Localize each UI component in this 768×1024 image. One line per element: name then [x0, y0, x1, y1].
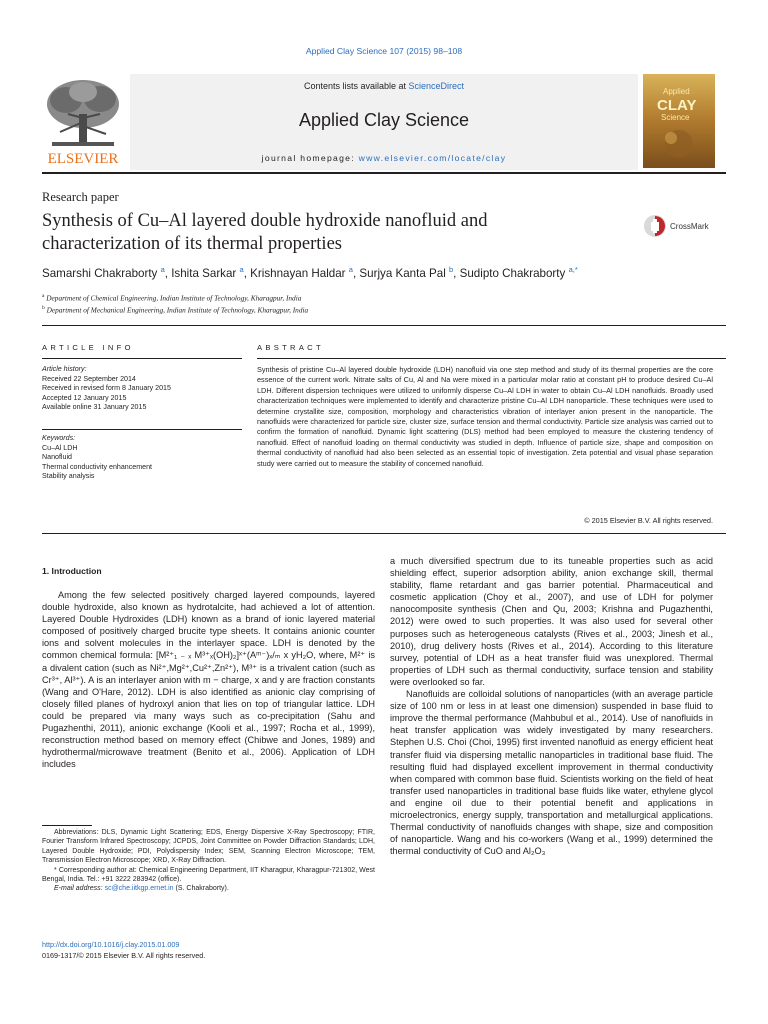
abstract-heading: ABSTRACT [257, 343, 324, 352]
journal-homepage [130, 153, 638, 163]
footnote-divider [42, 825, 92, 826]
crossmark-label: CrossMark [670, 222, 709, 231]
author-affil-marker[interactable]: a [239, 265, 244, 274]
affiliation-marker: a [42, 293, 45, 299]
history-item: Received 22 September 2014 [42, 374, 136, 383]
author-name[interactable]: Ishita Sarkar [171, 266, 237, 280]
affiliation-text: Department of Chemical Engineering, Indian Institute of Technology, Kharagpur, India [46, 293, 302, 303]
author-affil-marker[interactable]: a,* [568, 265, 578, 274]
body-paragraph: a much diversified spectrum due to its tuneable properties such as acid shielding effect, superior adsorption ability, anion exchange skill, thermal stability, flame retardant and gas barrier potential. Pharmaceutical and cosmetic application (Choy et al., 2007), and use of LDH for polymer nanocomposite synthesis (Chen and Qu, 2003; Krishna and Pugazhenthi, 2012) were owed to such properties. It was also used for several other purposes such as heterogeneous catalysts (Rives et al., 2003; Jinesh et al., 2010), drug delivery hosts (Rives et al., 2014). According to this literature survey, potential of LDH as a heat transfer fluid was unexplored. Thermal properties of LDH such as thermal conductivity, surface tension and stability were overlooked so far. [390, 556, 713, 687]
affiliation-text: Department of Mechanical Engineering, Indian Institute of Technology, Kharagpur, India [46, 305, 309, 315]
affiliation-b [42, 305, 308, 314]
footnotes [42, 828, 375, 894]
keywords-block [42, 434, 242, 482]
author-affil-marker[interactable]: a [160, 265, 165, 274]
section-heading: 1. Introduction [42, 566, 102, 576]
journal-citation[interactable]: Applied Clay Science 107 (2015) 98–108 [305, 46, 463, 56]
history-label: Article history: [42, 365, 87, 373]
head-divider [42, 325, 726, 326]
body-column-right [390, 555, 713, 857]
keyword-item: Stability analysis [42, 472, 95, 480]
corresponding-author-footnote: * Corresponding author at: Chemical Engineering Department, IIT Kharagpur, Kharagpur-721302, West Bengal, India. Tel.: +91 3222 283942 (office). [42, 866, 375, 884]
contents-prefix: Contents lists available at [303, 81, 409, 91]
cover-title-line1: Applied [663, 87, 690, 96]
contents-line [130, 81, 638, 91]
keywords-label: Keywords: [42, 434, 76, 442]
article-info-divider [42, 358, 242, 359]
homepage-link[interactable]: www.elsevier.com/locate/clay [358, 153, 507, 163]
author-affil-marker[interactable]: b [449, 265, 454, 274]
journal-title[interactable]: Applied Clay Science [298, 110, 470, 130]
elsevier-tree-logo-icon[interactable] [40, 74, 126, 170]
article-history [42, 365, 242, 413]
affiliation-a [42, 293, 301, 302]
author-name[interactable]: Surjya Kanta Pal [359, 266, 446, 280]
body-paragraph: Nanofluids are colloidal solutions of nanoparticles (with an average particle size of 100 nm or less in at least one dimension) suspended in base fluid to improve the thermal performance (Mahbubul et al., 2014). Use of nanofluids in heat transfer application was widely investigated by many researchers. Stephen U.S. Choi (Choi, 1995) first invented nanofluid as energy efficient heat transfer fluid via dispersing metallic nanoparticles in traditional base fluid. The resulting fluid had displayed excellent improvement in thermal conductivity when compared with common base fluid. Scientists working on the field of heat transfer used nanoparticles in traditional base fluids like water, ethylene glycol and engine oil due to their potential benefit and applications in microelectronics, energy supply, transportation and metallurgical applications. Thermal conductivity of nanofluids changes with shape, size and composition of nanoparticle. Wang and his co-workers (Wang et al., 1999) determined the thermal conductivity of CuO and Al₂O₃ [390, 689, 713, 857]
cover-title-line2: CLAY [657, 97, 697, 114]
author-list: Samarshi Chakraborty $^a$, Ishita Sarkar $^a$, Krishnayan Haldar $^a$, Surjya Kanta Pal $^b$, Sudipto Chakraborty $^{a,*}$ [42, 265, 578, 280]
abstract-bottom-divider [42, 533, 726, 534]
email-footnote [42, 884, 375, 893]
email-label: E-mail address: [54, 885, 105, 893]
issn-copyright: 0169-1317/© 2015 Elsevier B.V. All rights reserved. [42, 951, 206, 960]
affiliation-marker: b [42, 305, 45, 311]
abbreviations-footnote: Abbreviations: DLS, Dynamic Light Scattering; EDS, Energy Dispersive X-Ray Spectroscopy; FTIR, Fourier Transform Infrared Spectroscopy; JCPDS, Joint Committee on Powder Diffraction Standards; LDH, Layered Double Hydroxide; PDI, Polydispersity Index; SEM, Scanning Electron Microscope; TEM, Transmission Electron Microscope; XRD, X-Ray Diffraction. [42, 829, 375, 865]
crossmark-badge[interactable] [642, 213, 730, 239]
doi-link[interactable]: http://dx.doi.org/10.1016/j.clay.2015.01.009 [42, 940, 180, 949]
header-divider [42, 172, 726, 174]
history-item: Accepted 12 January 2015 [42, 393, 127, 402]
author-name[interactable]: Samarshi Chakraborty [42, 266, 158, 280]
keyword-item: Thermal conductivity enhancement [42, 462, 153, 471]
cover-title-line3: Science [661, 113, 690, 122]
sciencedirect-link[interactable]: ScienceDirect [408, 81, 465, 91]
history-item: Received in revised form 8 January 2015 [42, 384, 171, 392]
author-name[interactable]: Krishnayan Haldar [250, 266, 346, 280]
article-title: Synthesis of Cu–Al layered double hydroxide nanofluid and characterization of its thermal properties [42, 211, 488, 254]
history-item: Available online 31 January 2015 [42, 403, 147, 411]
abstract-copyright: © 2015 Elsevier B.V. All rights reserved. [584, 516, 713, 525]
body-column-left: Among the few selected positively charged layered compounds, layered double hydroxide, also known as hydrotalcite, had achieved a lot of attention. Layered Double Hydroxides (LDH) known as a brand of ionic layered material composed of positively charged brucite type sheets. It contains anionic counter ions and solvent molecules in the interlayer space. LDH is denoted by the common chemical formula: [M²⁺₁ ₋ ₓ M³⁺ₓ(OH)₂]ˣ⁺(Aᵐ⁻)ₓ/ₘ x yH₂O, where, M²⁺ is a divalent cation (such as Ni²⁺,Mg²⁺,Cu²⁺,Zn²⁺), M³⁺ is a trivalent cation (such as Cr³⁺, Al³⁺). A is an interlayer anion with m − charge, x and y are fraction constants (Wang and O'Hare, 2012). LDH is also identified as anionic clay comprising of closely filled planes of hydroxyl anion that lies on top of triangular lattice. LDH could be prepared via many ways such as co-precipitation (Sahu and Pugazhenthi, 2011), anionic exchange (Kooli et al., 1997; Rocha et al., 1999), reconstruction method based on memory effect (Chibwe and Jones, 1989) and hydrothermal/microwave treatment (Benito et al., 2006). Application of LDH includes [42, 590, 375, 770]
email-link[interactable]: sc@che.iitkgp.ernet.in [104, 885, 174, 893]
article-info-heading: ARTICLE INFO [42, 343, 134, 352]
article-type: Research paper [42, 190, 119, 204]
author-affil-marker[interactable]: a [348, 265, 353, 274]
elsevier-wordmark: ELSEVIER [47, 151, 119, 167]
email-owner: (S. Chakraborty). [173, 885, 229, 893]
abstract-divider [257, 358, 726, 359]
homepage-prefix: journal homepage: [261, 153, 359, 163]
author-name[interactable]: Sudipto Chakraborty [459, 266, 566, 280]
keyword-item: Cu–Al LDH [42, 443, 78, 452]
journal-cover-image[interactable] [643, 74, 715, 168]
keyword-item: Nanofluid [42, 453, 72, 461]
abstract-text: Synthesis of pristine Cu–Al layered double hydroxide (LDH) nanofluid via one step method and study of its thermal properties are the core essence of the current work. Nitrate salts of Cu, Al and Na were mixed in a particular molar ratio at constant pH to produce desired Cu–Al LDH. Different dispersion techniques were utilized to uniformly disperse Cu–Al LDH in water to obtain Cu–Al LDH nanofluids. Broadly used characterization techniques were implemented to identify and characterize pristine Cu–Al LDH nanoparticle. These techniques were used to determine crystallite size, composition, morphology and characteristics vibration of interlayer anion present in the nanoparticle. The nanofluids were characterized for particle size, cluster size, surface tension and thermal conductivity. Particle size analysis was carried out to confirm the formation of nanofluid. Dynamic light scattering (DLS) method had been employed to measure the clustering tendency of nanofluid. Effect of nanofluid loading on thermal conductivity was studied in depth. Influence of particle size, shape and composition on thermal conductivity of nanofluid had also been selected as an essential topic of investigation. Zeta potential and visual phase separation study were carried out to measure the stability of concerned nanofluid. [257, 365, 713, 468]
keywords-divider [42, 429, 242, 430]
